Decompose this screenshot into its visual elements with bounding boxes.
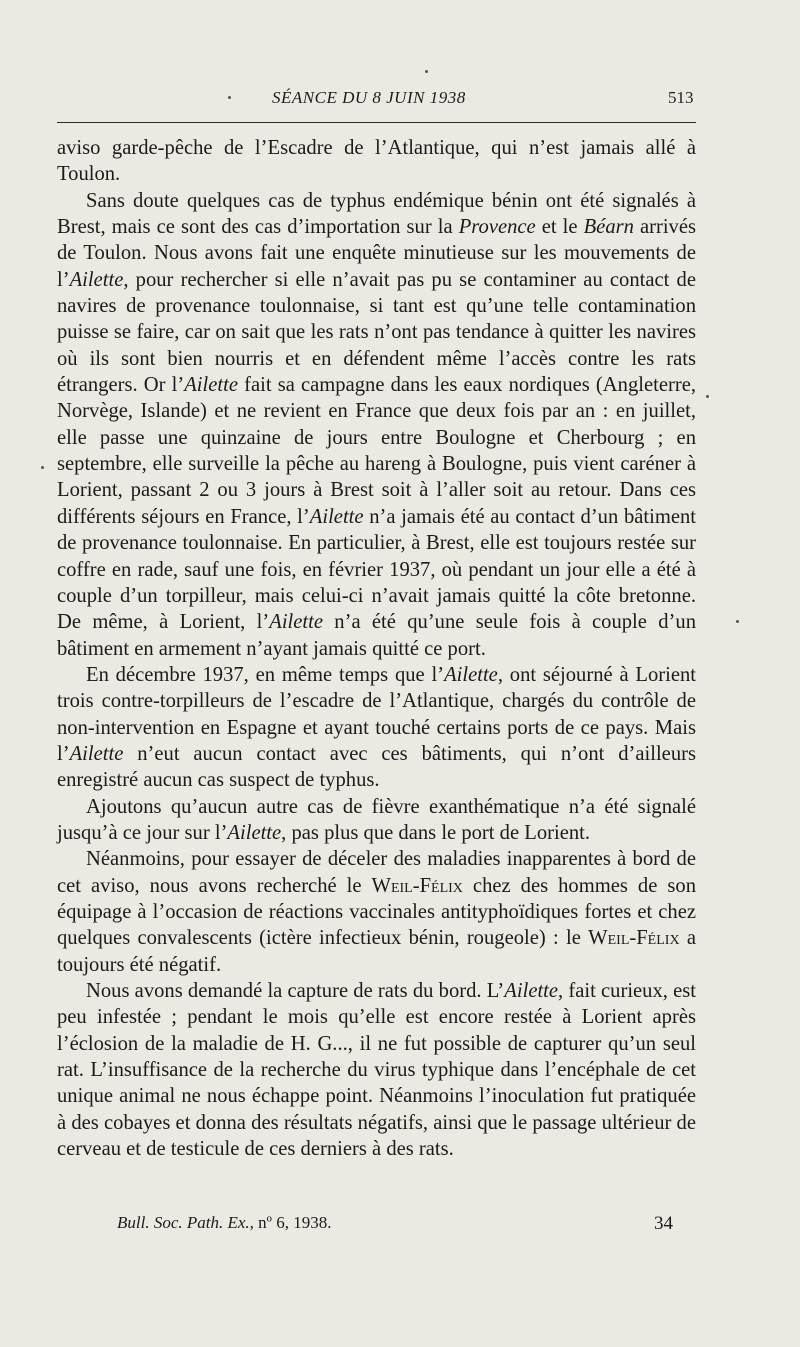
text-run: Néanmoins, pour essayer de déceler des maladies inapparentes à bord de cet aviso, nous avons recherché le (57, 848, 696, 897)
text-run: n’a jamais été au contact d’un bâtiment de provenance toulonnaise. En particulier, à Brest, elle est toujours restée sur coffre en rade, sauf une fois, en février 1937, où pendant un jour elle a été à couple d’un torpilleur, mais celui-ci n’avait jamais quitté la côte bretonne. De même, à Lorient, l’ (57, 505, 697, 634)
paragraph-1 (57, 135, 696, 188)
text-run: Sans doute quelques cas de typhus endémique bénin ont été signalés à Brest, mais ce sont des cas d’importation sur la (57, 189, 696, 239)
paragraph-6 (57, 978, 696, 1162)
ship-name-italic: Ailette (269, 611, 323, 634)
ship-name-italic: Ailette (69, 268, 124, 291)
paragraph-4 (57, 794, 696, 847)
ship-name-italic: Béarn (583, 216, 634, 239)
text-run: Ajoutons qu’aucun autre cas de fièvre exanthématique n’a été signalé jusqu’à ce jour sur l’ (57, 795, 696, 844)
text-run: n’eut aucun contact avec ces bâtiments, qui n’ont d’ailleurs enregistré aucun cas suspect de typhus. (57, 742, 696, 792)
text-run: , pas plus que dans le port de Lorient. (281, 821, 591, 844)
journal-citation (117, 1213, 331, 1233)
scan-speck (425, 70, 428, 73)
text-run: , fait curieux, est peu infestée ; pendant le mois qu’elle est encore restée à Lorient après l’éclosion de la maladie de H. G..., il ne fut possible de capturer qu’un seul rat. L’insuffisance de la recherche du virus typhique dans l’encéphale de cet unique animal ne nous échappe point. Néanmoins l’inoculation fut pratiquée à des cobayes et donna des résultats négatifs, ainsi que le passage ultérieur de cerveau et de testicule de ces derniers à des rats. (57, 980, 697, 1161)
scan-speck (228, 96, 231, 99)
ship-name-italic: Ailette (504, 980, 559, 1002)
running-head: SÉANCE DU 8 JUIN 1938 (272, 88, 466, 107)
text-run: fait sa campagne dans les eaux nordiques (Angleterre, Norvège, Islande) et ne revient en France que deux fois par an : en juillet, elle passe une quinzaine de jours entre Boulogne et Cherbourg ; en septembre, elle surveille la pêche au hareng à Boulogne, puis vient caréner à Lorient, passant 2 ou 3 jours à Brest soit à l’aller soit au retour. Dans ces différents séjours en France, l’ (57, 374, 696, 528)
text-run: aviso garde-pêche de l’Escadre de l’Atlantique, qui n’est jamais allé à Toulon. (57, 137, 696, 186)
ship-name-italic: Provence (458, 216, 536, 239)
paragraph-5 (57, 846, 696, 978)
signature-mark: 34 (654, 1213, 673, 1234)
ship-name-italic: Ailette (184, 374, 238, 397)
text-run: chez des hommes de son équipage à l’occasion de réactions vaccinales antityphoïdiques fortes et chez quelques convalescents (ictère infectieux bénin, rougeole) : le (57, 874, 696, 950)
text-run: , pour rechercher si elle n’avait pas pu se contaminer au contact de navires de provenance toulonnaise, si tant est qu’une telle contamination puisse se faire, car on sait que les rats n’ont pas tendance à quitter les navires où ils sont bien nourris et en défendent même l’accès contre les rats étrangers. Or l’ (57, 268, 696, 397)
issue-and-year: , nº 6, 1938. (249, 1213, 332, 1232)
text-run: Nous avons demandé la capture de rats du bord. L’ (86, 980, 505, 1002)
header-rule (57, 122, 696, 123)
ship-name-italic: Ailette (309, 505, 364, 528)
journal-abbreviation: Bull. Soc. Path. Ex. (117, 1213, 250, 1232)
paragraph-3 (57, 662, 696, 794)
paragraph-2 (57, 188, 696, 662)
page-footer (0, 1213, 800, 1239)
text-run: et le (535, 216, 584, 239)
scan-speck (41, 466, 44, 469)
test-name-small-caps: Weil-Félix (371, 874, 463, 897)
test-name-small-caps: Weil-Félix (588, 927, 680, 950)
text-run: n’a été qu’une seule fois à couple d’un bâtiment en armement n’ayant jamais quitté ce port. (57, 611, 696, 660)
ship-name-italic: Ailette (69, 742, 124, 765)
ship-name-italic: Ailette (444, 663, 498, 686)
page-number: 513 (668, 88, 694, 107)
scan-speck (736, 620, 739, 623)
page-header (0, 88, 800, 118)
text-run: arrivés de Toulon. Nous avons fait une enquête minutieuse sur les mouvements de l’ (57, 216, 697, 291)
text-run: , ont séjourné à Lorient trois contre-torpilleurs de l’escadre de l’Atlantique, chargés du contrôle de non-intervention en Espagne et ayant touché certains ports de ce pays. Mais l’ (57, 663, 696, 765)
text-run: a toujours été négatif. (57, 927, 696, 976)
ship-name-italic: Ailette (227, 821, 282, 844)
scan-speck (706, 395, 709, 398)
body-text (57, 135, 696, 1162)
text-run: En décembre 1937, en même temps que l’ (86, 663, 445, 686)
